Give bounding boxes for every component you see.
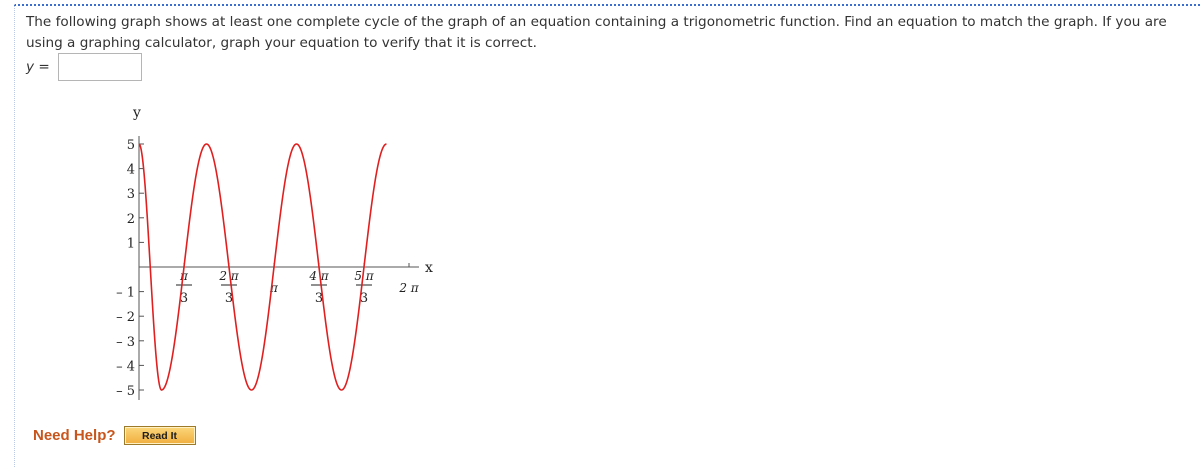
x-axis-label: x bbox=[424, 260, 433, 276]
y-tick-label: – 1 bbox=[116, 285, 135, 301]
question-text: The following graph shows at least one complete cycle of the graph of an equation containing a trigonometric function. Find an equation to match the graph. If you are using a graphing calculator, graph your equation to verify that it is correct. bbox=[26, 14, 1167, 51]
x-tick-denominator: 3 bbox=[179, 291, 189, 306]
need-help-label: Need Help? bbox=[33, 427, 116, 444]
y-tick-label: – 5 bbox=[116, 384, 135, 399]
y-axis-label: y bbox=[133, 105, 141, 121]
x-tick-denominator: 3 bbox=[359, 291, 369, 306]
y-tick-label: 1 bbox=[126, 236, 135, 252]
x-ticks bbox=[176, 263, 420, 306]
y-tick-label: 3 bbox=[126, 187, 135, 203]
y-tick-label: – 4 bbox=[116, 359, 135, 375]
y-ticks bbox=[116, 138, 144, 399]
x-tick-label: π bbox=[270, 281, 278, 295]
x-tick-denominator: 3 bbox=[314, 291, 324, 306]
x-tick-numerator: 2 π bbox=[219, 269, 239, 283]
x-tick-numerator: π bbox=[180, 269, 188, 283]
y-tick-label: 4 bbox=[126, 162, 135, 178]
x-tick-numerator: 5 π bbox=[354, 269, 374, 283]
x-tick-numerator: 4 π bbox=[309, 269, 329, 283]
x-tick-denominator: 3 bbox=[224, 291, 234, 306]
y-tick-label: 5 bbox=[126, 138, 135, 153]
y-tick-label: 2 bbox=[126, 211, 135, 227]
y-tick-label: – 2 bbox=[116, 310, 135, 326]
help-row bbox=[33, 426, 196, 445]
answer-label: y = bbox=[26, 59, 50, 75]
x-tick-label: 2 π bbox=[399, 281, 419, 295]
y-tick-label: – 3 bbox=[116, 334, 135, 350]
read-it-button[interactable]: Read It bbox=[124, 426, 196, 445]
